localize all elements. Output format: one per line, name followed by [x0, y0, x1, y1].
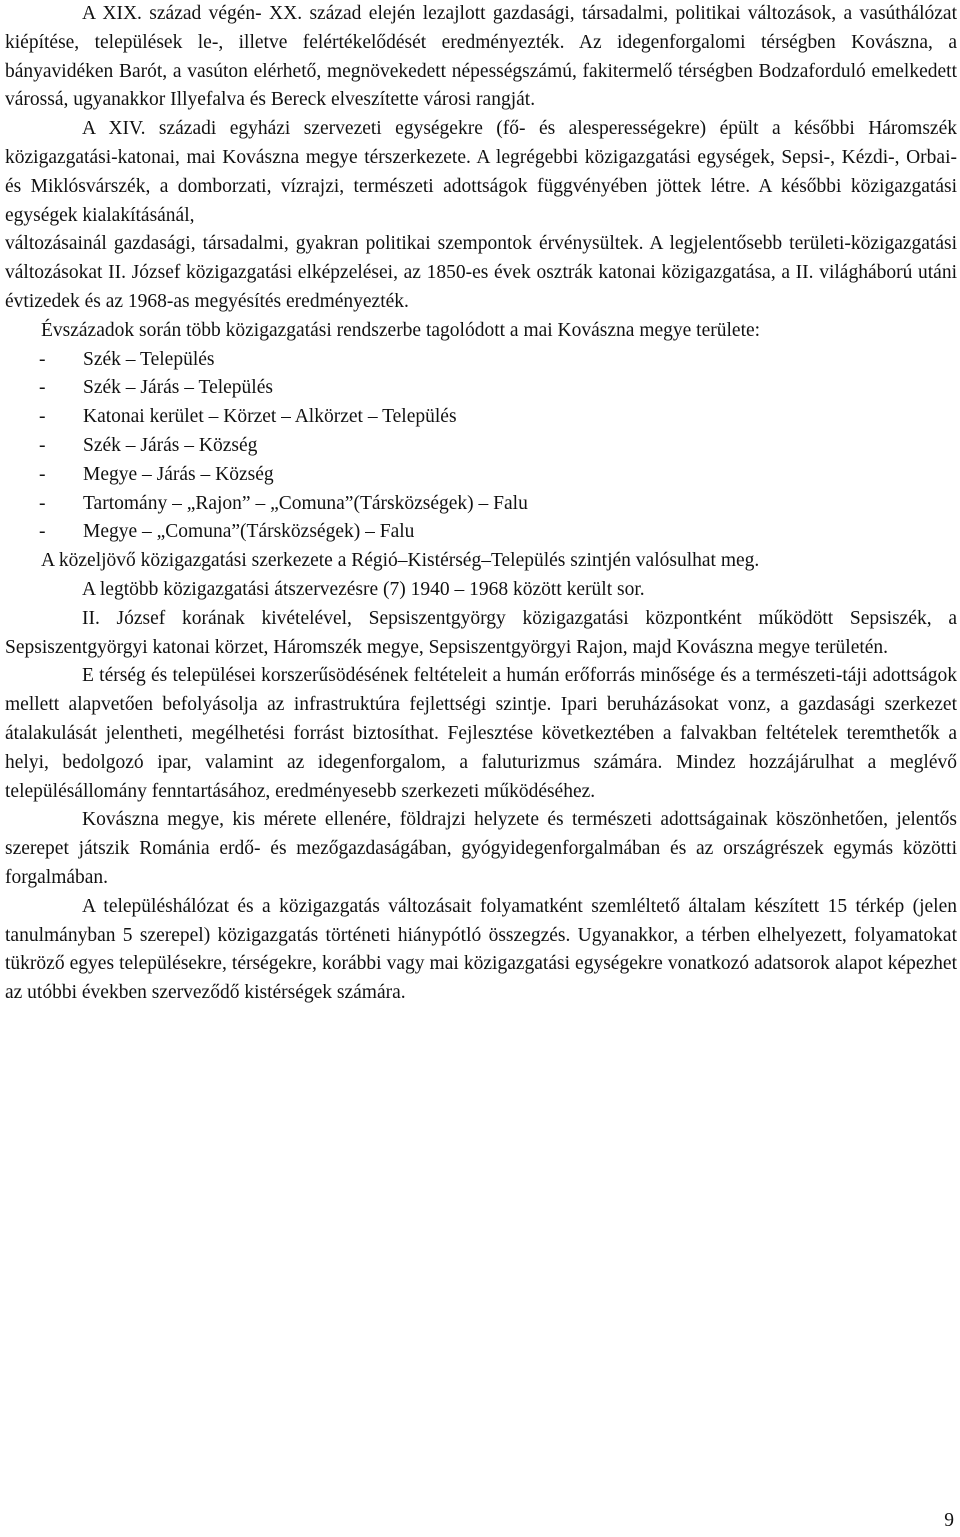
list-item — [5, 518, 957, 547]
paragraph-systems-intro: Évszázadok során több közigazgatási rendszerbe tagolódott a mai Kovászna megye területe: — [41, 319, 761, 341]
list-item-text: Tartomány – „Rajon” – „Comuna”(Társközségek) – Falu — [83, 492, 528, 514]
list-item — [5, 374, 957, 403]
list-item-text: Szék – Járás – Település — [83, 377, 273, 399]
paragraph-infrastructure: E térség és települései korszerűsödésének feltételeit a humán erőforrás minősége és a természeti-táji adottságok mellett alapvetően befolyásolja az infrastruktúra fejlettségi szintje. Ipari beruházásokat vonz, a gazdasági szerkezet átalakulását jelentheti, megélhetési forrást biztosíthat. Fejlesztése következtében a falvakban feltételek teremthetők a helyi, bedolgozó ipar, valamint az idegenforgalom, a faluturizmus számára. Mindez hozzájárulhat a meglévő településállomány fenntartásához, eredményesebb szerkezeti működéséhez. — [5, 665, 957, 802]
document-page — [5, 0, 957, 1008]
list-item — [5, 490, 957, 519]
list-item-text: Szék – Járás – Község — [83, 434, 258, 456]
list-dash: - — [39, 434, 46, 456]
list-item-text: Megye – Járás – Község — [83, 463, 274, 485]
list-item-text: Megye – „Comuna”(Társközségek) – Falu — [83, 521, 415, 543]
paragraph-maps-summary: A településhálózat és a közigazgatás változásait folyamatként szemléltető általam készített 15 térkép (jelen tanulmányban 5 szerepel) közigazgatás történeti hiánypótló összegzés. Ugyanakkor, a térben elhelyezett, folyamatokat tükröző egyes településekre, térségekre, korábbi vagy mai közigazgatási egységekre vonatkozó adatsorok alapot képezhet az utóbbi években szerveződő kistérségek számára. — [5, 895, 957, 1004]
paragraph-administrative-changes: változásainál gazdasági, társadalmi, gyakran politikai szempontok érvénysültek. A legjelentősebb területi-közigazgatási változásokat II. József közigazgatási elképzelései, az 1850-es évek osztrák katonai közigazgatása, a II. világháború utáni évtizedek és az 1968-as megyésítés eredményezték. — [5, 233, 957, 312]
list-dash: - — [39, 492, 46, 514]
list-dash: - — [39, 406, 46, 428]
administrative-systems-list — [5, 346, 957, 548]
paragraph-city-status: A XIX. század végén- XX. század elején lezajlott gazdasági, társadalmi, politikai változások, a vasúthálózat kiépítése, települések le-, illetve felértékelődését eredményezték. Az idegenforgalomi térségben Kovászna, a bányavidéken Barót, a vasúton elérhető, megnövekedett népességszámú, fakitermelő térségben Bodzaforduló emelkedett várossá, ugyanakkor Illyefalva és Bereck elveszítette városi rangját. — [5, 3, 957, 111]
paragraph-county-role: Kovászna megye, kis mérete ellenére, földrajzi helyzete és természeti adottságainak köszönhetően, jelentős szerepet játszik Románia erdő- és mezőgazdaságában, gyógyidegenforgalmában és az országrészek egymás közötti forgalmában. — [5, 809, 957, 888]
paragraph-administrative-center: II. József korának kivételével, Sepsiszentgyörgy közigazgatási központként működött Sepsiszék, a Sepsiszentgyörgyi katonai körzet, Háromszék megye, Sepsiszentgyörgyi Rajon, majd Kovászna megye területén. — [5, 607, 957, 658]
list-item — [5, 432, 957, 461]
paragraph-church-structure: A XIV. századi egyházi szervezeti egységekre (fő- és alesperességekre) épült a későbbi Háromszék közigazgatási-katonai, mai Kovászna megye térszerkezete. A legrégebbi közigazgatási egységek, Sepsi-, Kézdi-, Orbai- és Miklósvárszék, a domborzati, vízrajzi, természeti adottságok függvényében jöttek létre. A későbbi közigazgatási egységek kialakításánál, — [5, 118, 957, 226]
paragraph-future-structure: A közeljövő közigazgatási szerkezete a Régió–Kistérség–Település szintjén valósulhat meg. — [41, 550, 760, 572]
list-item-text: Szék – Település — [83, 348, 215, 370]
list-dash: - — [39, 348, 46, 370]
list-item — [5, 346, 957, 375]
page-number: 9 — [944, 1510, 954, 1531]
list-dash: - — [39, 377, 46, 399]
list-item-text: Katonai kerület – Körzet – Alkörzet – Település — [83, 406, 457, 428]
paragraph-reorganizations: A legtöbb közigazgatási átszervezésre (7) 1940 – 1968 között került sor. — [82, 578, 645, 600]
list-dash: - — [39, 463, 46, 485]
list-dash: - — [39, 521, 46, 543]
list-item — [5, 403, 957, 432]
list-item — [5, 461, 957, 490]
